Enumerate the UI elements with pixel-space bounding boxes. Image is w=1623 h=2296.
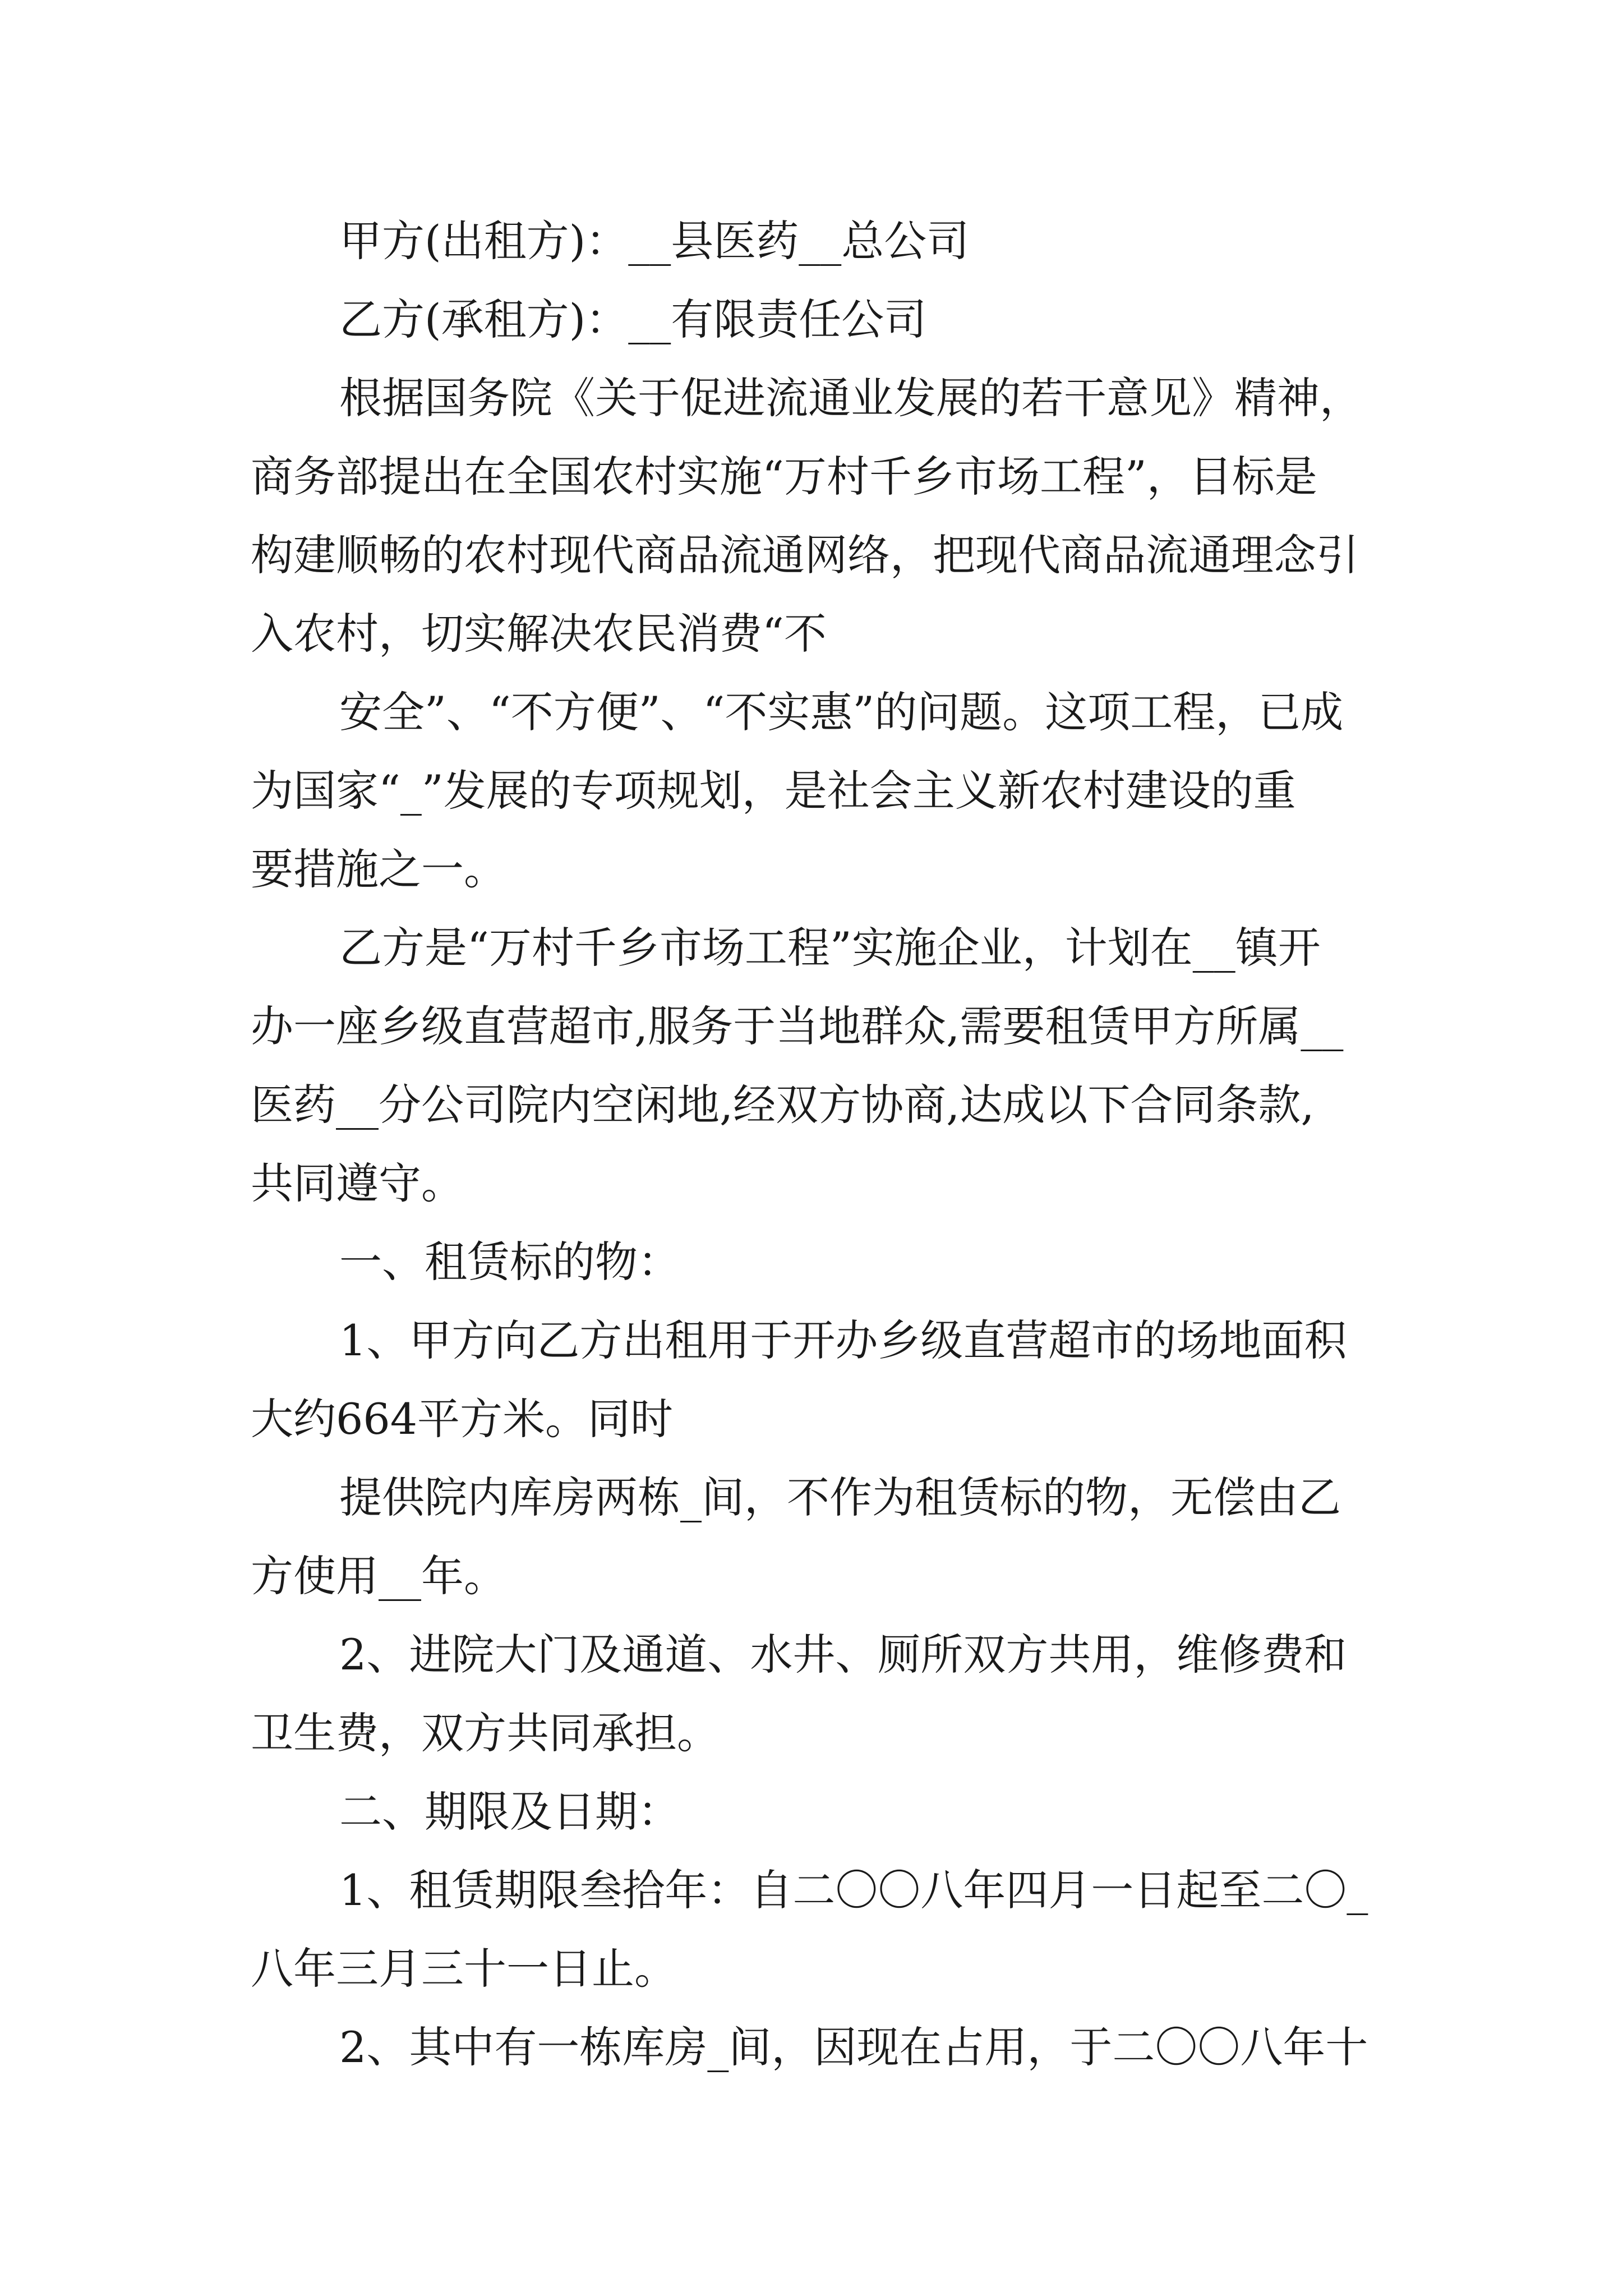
text-line: 商务部提出在全国农村实施“万村千乡市场工程”，目标是 <box>251 452 1317 501</box>
section-heading: 二、期限及日期： <box>339 1787 680 1837</box>
text-line: 八年三月三十一日止。 <box>251 1944 677 1994</box>
text-line: 乙方(承租方)：__有限责任公司 <box>339 295 927 344</box>
text-line: 根据国务院《关于促进流通业发展的若干意见》精神， <box>339 373 1362 423</box>
text-line: 安全”、“不方便”、“不实惠”的问题。这项工程，已成 <box>339 687 1344 737</box>
text-line: 乙方是“万村千乡市场工程”实施企业，计划在__镇开 <box>339 923 1321 973</box>
text-line: 卫生费，双方共同承担。 <box>251 1708 720 1758</box>
text-line: 为国家“_”发展的专项规划，是社会主义新农村建设的重 <box>251 766 1296 816</box>
text-line: 2、进院大门及通道、水井、厕所双方共用，维修费和 <box>339 1630 1347 1680</box>
text-line: 1、租赁期限叁拾年：自二〇〇八年四月一日起至二〇_ <box>339 1865 1368 1915</box>
text-line: 方使用__年。 <box>251 1551 506 1601</box>
text-line: 甲方(出租方)：__县医药__总公司 <box>339 216 970 266</box>
text-line: 医药__分公司院内空闲地,经双方协商,达成以下合同条款, <box>251 1080 1315 1130</box>
text-line: 共同遵守。 <box>251 1158 464 1208</box>
text-line: 要措施之一。 <box>251 844 506 894</box>
text-line: 办一座乡级直营超市,服务于当地群众,需要租赁甲方所属__ <box>251 1001 1344 1051</box>
text-line: 2、其中有一栋库房_间，因现在占用，于二〇〇八年十 <box>339 2022 1368 2072</box>
text-line: 提供院内库房两栋_间，不作为租赁标的物，无偿由乙 <box>339 1473 1341 1522</box>
text-line: 入农村，切实解决农民消费“不 <box>251 609 827 659</box>
text-line: 大约664平方米。同时 <box>251 1394 674 1444</box>
text-line: 构建顺畅的农村现代商品流通网络，把现代商品流通理念引 <box>251 530 1359 580</box>
text-line: 1、甲方向乙方出租用于开办乡级直营超市的场地面积 <box>339 1315 1347 1365</box>
section-heading: 一、租赁标的物： <box>339 1237 680 1287</box>
